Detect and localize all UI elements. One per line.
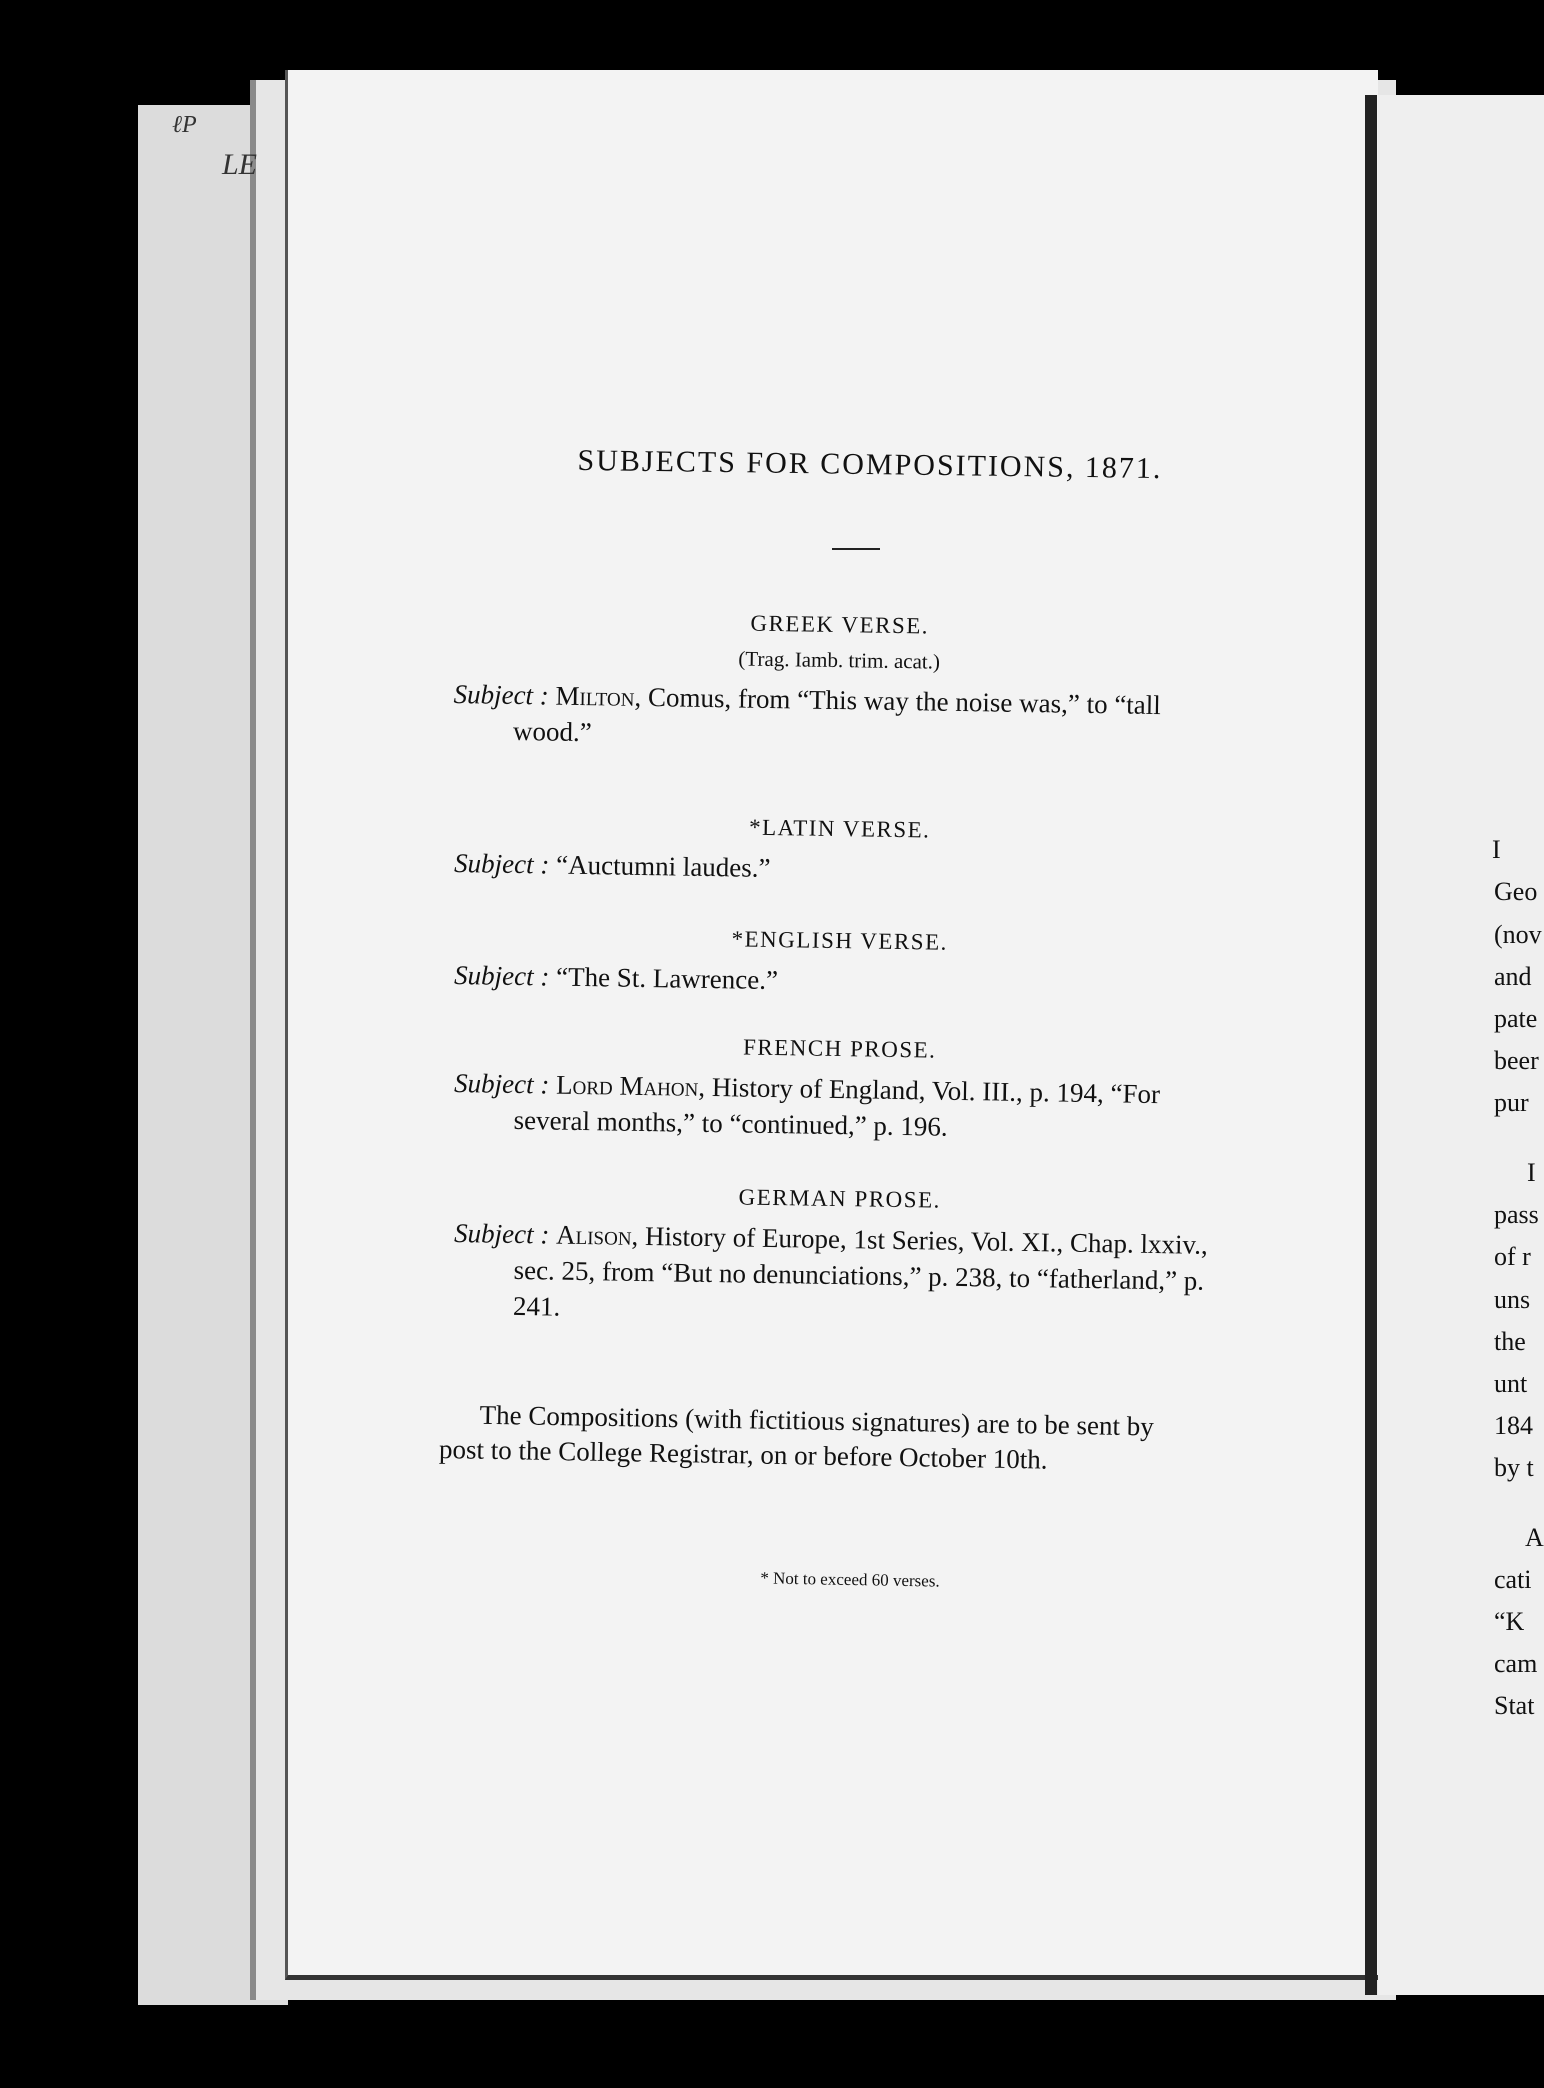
subject-author: Milton, (555, 680, 642, 712)
margin-annotation: LE (222, 148, 258, 181)
facing-page-fragment: I (1527, 1158, 1536, 1187)
facing-page-fragment: pass (1494, 1200, 1539, 1229)
facing-page-fragment: by t (1494, 1453, 1534, 1482)
facing-page-fragment: pur (1494, 1088, 1529, 1117)
facing-page-fragment: “K (1494, 1607, 1525, 1636)
facing-page-fragment: beer (1494, 1046, 1539, 1075)
section-heading: GERMAN PROSE. (738, 1184, 942, 1213)
subject-text: “Auctumni laudes.” (555, 849, 771, 883)
section-heading: GREEK VERSE. (750, 610, 930, 639)
section-subject (453, 1216, 1225, 1336)
gutter-shadow (1365, 95, 1377, 1995)
subject-text: “The St. Lawrence.” (555, 961, 779, 996)
subject-label: Subject : (453, 1067, 550, 1100)
facing-page-fragment: uns (1494, 1285, 1531, 1314)
section-german-prose (453, 1180, 1225, 1336)
facing-page-fragment: the (1494, 1327, 1526, 1356)
subject-author: Alison, (555, 1219, 639, 1251)
facing-page-fragment: and (1494, 962, 1532, 991)
section-heading: *LATIN VERSE. (748, 814, 931, 843)
section-heading: FRENCH PROSE. (742, 1034, 937, 1063)
page (285, 70, 1378, 1980)
section-latin-verse (454, 810, 1225, 894)
section-subject (453, 1066, 1224, 1150)
subject-label: Subject : (453, 959, 550, 992)
subject-label: Subject : (453, 1217, 550, 1250)
facing-page-fragment: 184 (1494, 1411, 1533, 1440)
subject-label: Subject : (453, 678, 550, 711)
section-meter: (Trag. Iamb. trim. acat.) (738, 646, 941, 674)
section-french-prose (453, 1030, 1225, 1150)
page-title: SUBJECTS FOR COMPOSITIONS, 1871. (577, 443, 1163, 486)
section-heading: *ENGLISH VERSE. (731, 926, 949, 955)
facing-page-fragment: of r (1494, 1242, 1531, 1271)
subject-author: Lord Mahon, (555, 1069, 706, 1102)
facing-page-fragment: pate (1494, 1004, 1538, 1033)
facing-page-fragment: cati (1494, 1565, 1532, 1594)
facing-page-fragment: cam (1494, 1649, 1538, 1678)
facing-page-fragment: Stat (1494, 1691, 1535, 1720)
title-rule (832, 548, 880, 550)
footnote: * Not to exceed 60 verses. (760, 1568, 940, 1591)
facing-page-fragment: unt (1494, 1369, 1528, 1398)
subject-text: History of England, Vol. III., p. 194, “For several months,” to “continued,” p. 196. (513, 1072, 1161, 1142)
section-subject (453, 677, 1224, 761)
subject-text: Comus, from “This way the noise was,” to “tall wood.” (512, 682, 1162, 748)
subject-label: Subject : (453, 847, 550, 880)
section-english-verse (454, 922, 1225, 1006)
subject-text: History of Europe, 1st Series, Vol. XI., Chap. lxxiv., sec. 25, from “But no denunciations,” p. 238, to “fatherland,” p. 241. (512, 1220, 1208, 1322)
margin-annotation: ℓP (172, 112, 197, 138)
section-greek-verse (453, 606, 1225, 761)
submission-note: The Compositions (with fictitious signatures) are to be sent by post to the College Registrar, on or before October 10th. (438, 1399, 1155, 1475)
facing-page-fragment: Geo (1494, 877, 1538, 906)
facing-page-fragment: A (1525, 1523, 1544, 1552)
facing-page-fragment: I (1492, 835, 1501, 864)
facing-page-fragment: (nov (1494, 920, 1542, 949)
